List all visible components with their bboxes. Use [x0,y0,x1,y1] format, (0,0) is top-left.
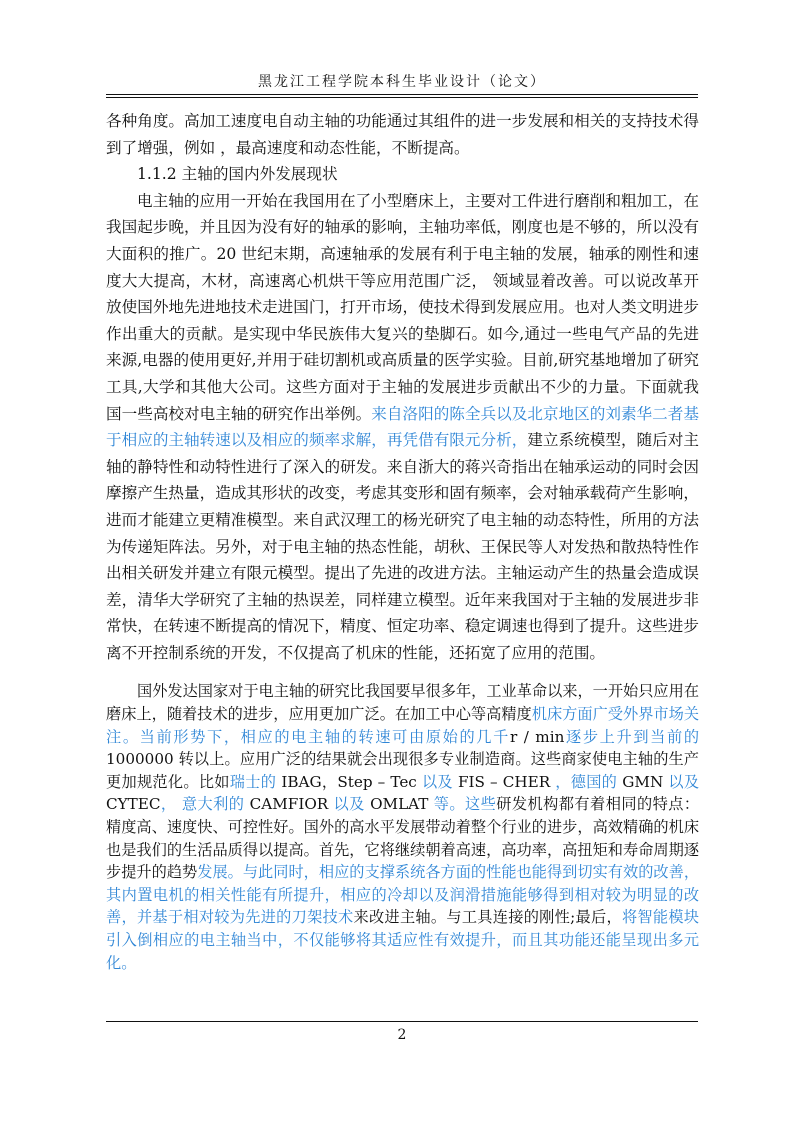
highlighted-text: 以及 [668,772,700,791]
highlighted-text: 等。这些 [433,795,497,814]
highlighted-text: 瑞士的 [229,772,277,791]
text-run: 研发机构都有着相同的特点：精度高、速度快、可控性好。国外的高水平发展带动着整个行业的进步，高效精确的机床也是我们的生活品质得以提高。首先，它将继续朝着高速，高功率，高扭矩和寿命周期逐步提升的趋势 [106,795,700,882]
text-run: 国外发达国家对于电主轴的研究比我国要早很多年，工业革命以来，一开始只应用在磨床上，随着技术的进步，应用更加广泛。在加工中心等高精度 [106,682,699,724]
page-number: 2 [397,1027,407,1043]
document-body [106,108,699,974]
text-run: 电主轴的应用一开始在我国用在了小型磨床上，主要对工件进行磨削和粗加工，在我国起步晚，并且因为没有好的轴承的影响，主轴功率低，刚度也是不够的，所以没有大面积的推广。20 世纪末期，高速轴承的发展有利于电主轴的发展，轴承的刚性和速度大大提高，木材，高速离心机烘干等应用范围广泛， 领域显着改善。可以说改革开放使国外地先进地技术走进国门，打开市场，使技术得到发展应用。也对人类文明进步作出重大的贡献。是实现中华民族伟大复兴的垫脚石。如今,通过一些电气产品的先进来源,电器的使用更好,并用于硅切割机或高质量的医学实验。目前,研究基地增加了研究工具,大学和其他大公司。这些方面对于主轴的发展进步贡献出不少的力量。下面就我国一些高校对电主轴的研究作出举例。 [106,191,699,423]
highlighted-text: ，德国的 [555,772,623,791]
highlighted-text: 将智能模块引入倒相应的电主轴当中，不仅能够将其适应性有效提升，而且其功能还能呈现出多元化。 [106,908,700,972]
section-heading: 1.1.2 主轴的国内外发展现状 [137,165,338,184]
highlighted-text: 以及 [333,795,365,814]
page-header: 黑龙江工程学院本科生毕业设计（论文） [258,74,546,90]
footer-rule [106,1021,698,1022]
unit-text: r / min [509,727,565,746]
brand-text: IBAG，Step – Tec [276,772,422,791]
header-rule-thin [106,97,698,98]
paragraph-domestic [106,188,699,667]
highlighted-text: ， 意大利的 [160,795,245,814]
highlighted-text: 以及 [421,772,453,791]
highlighted-text: 发展。与此同时，相应的支撑系统各方面的性能也能得到切实有效的改善，其内置电机的相关性能有所提升，相应的冷却以及润滑措施能够得到相对较为明显的改善，并基于相对较为先进的刀架技术 [106,863,700,927]
brand-text: OMLAT [364,795,434,814]
text-run: 来改进主轴。与工具连接的刚性;最后， [353,908,622,927]
highlighted-text: 机床方面广受外界市场关注。当前形势下，相应的电主轴的转速可由原始的几千 [106,705,700,746]
highlighted-text: 来自洛阳的陈全兵以及北京地区的刘素华二者基于相应的主轴转速以及相应的频率求解，再凭借有限元分析， [106,404,699,450]
paragraph-foreign [106,680,699,974]
header-rule-thick [106,94,698,95]
brand-text: CYTEC [106,795,161,814]
highlighted-text: 逐步上升到当前的 [564,727,700,746]
paragraph-continued: 各种角度。高加工速度电自动主轴的功能通过其组件的进一步发展和相关的支持技术得到了增强，例如 ，最高速度和动态性能，不断提高。 [106,112,699,157]
brand-text: CAMFIOR [244,795,334,814]
brand-text: GMN [622,772,669,791]
text-run: 1000000 转以上。应用广泛的结果就会出现很多专业制造商。这些商家使电主轴的生产更加规范化。比如 [106,750,699,791]
brand-text: FIS – CHER [452,772,556,791]
text-run: 建立系统模型，随后对主轴的静特性和动特性进行了深入的研发。来自浙大的蒋兴奇指出在轴承运动的同时会因摩擦产生热量，造成其形状的改变，考虑其变形和固有频率，会对轴承载荷产生影响，进而才能建立更精准模型。来自武汉理工的杨光研究了电主轴的动态特性，所用的方法为传递矩阵法。另外，对于电主轴的热态性能，胡秋、王保民等人对发热和散热特性作出相关研发并建立有限元模型。提出了先进的改进方法。主轴运动产生的热量会造成误差，清华大学研究了主轴的热误差，同样建立模型。近年来我国对于主轴的发展进步非常快，在转速不断提高的情况下，精度、恒定功率、稳定调速也得到了提升。这些进步离不开控制系统的开发，不仅提高了机床的性能，还拓宽了应用的范围。 [106,431,699,662]
